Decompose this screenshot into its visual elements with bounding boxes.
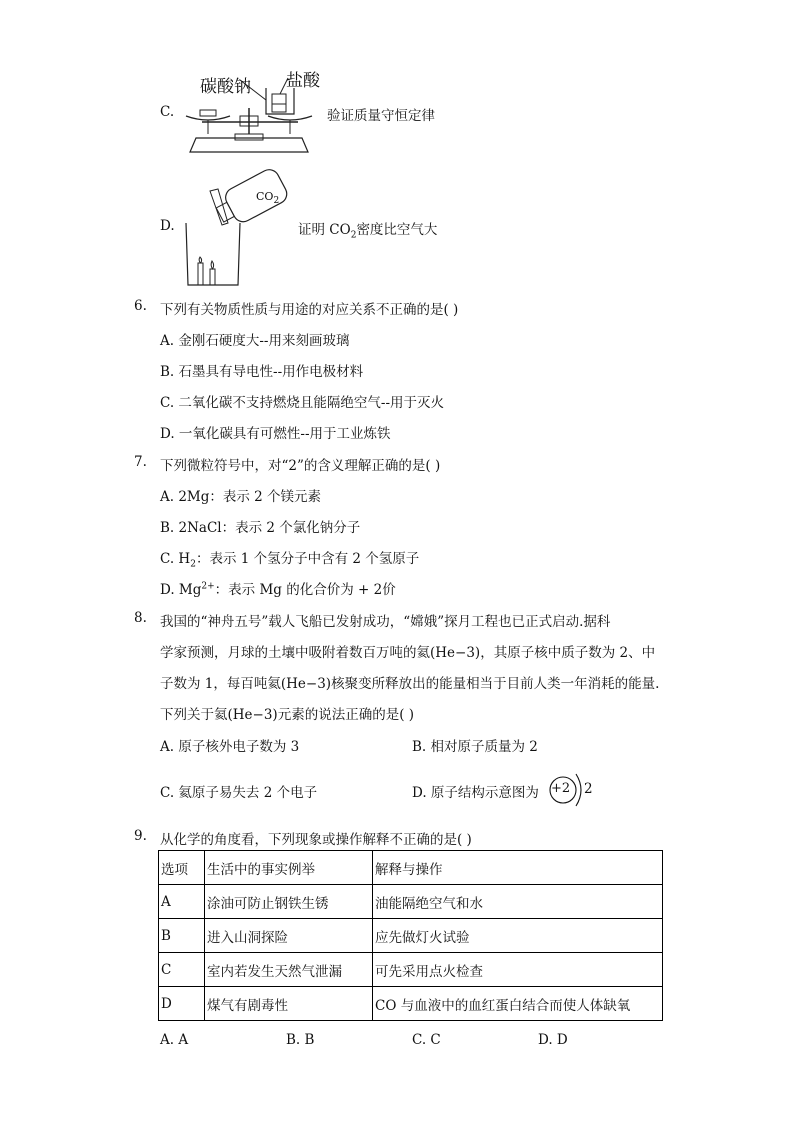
q9-stem: 从化学的角度看，下列现象或操作解释不正确的是( ) — [160, 832, 472, 848]
atom-shell-electrons: 2 — [584, 781, 593, 797]
table-row — [159, 953, 663, 987]
co2-pouring-diagram — [180, 165, 300, 287]
table-cell: C — [159, 953, 205, 987]
q8-option-c[interactable]: C. 氦原子易失去 2 个电子 — [160, 785, 318, 801]
q7-option-d[interactable]: D. $Mg^{2+}$：表示 Mg 的化合价为 + 2价 — [160, 581, 396, 598]
q8-line-2: 学家预测，月球的土壤中吸附着数百万吨的氦(He−3)，其原子核中质子数为 2、中 — [160, 645, 656, 661]
q9-answer-d[interactable]: D. D — [538, 1032, 568, 1048]
table-header-cell: 生活中的事实例举 — [205, 851, 373, 885]
option-d-letter: D. — [160, 218, 175, 234]
q9-answer-c[interactable]: C. C — [412, 1032, 441, 1048]
q6-option-b[interactable]: B. 石墨具有导电性--用作电极材料 — [160, 364, 364, 380]
q8-line-1: 我国的“神舟五号”载人飞船已发射成功，“嫦娥”探月工程也已正式启动.据科 — [160, 614, 611, 630]
q7-option-c[interactable]: C. $H_2$：表示 1 个氢分子中含有 2 个氢原子 — [160, 551, 420, 570]
table-header-row — [159, 851, 663, 885]
table-cell: 涂油可防止钢铁生锈 — [205, 885, 373, 919]
q8-option-b[interactable]: B. 相对原子质量为 2 — [412, 739, 538, 755]
table-row — [159, 885, 663, 919]
table-cell: A — [159, 885, 205, 919]
q8-option-d[interactable]: D. 原子结构示意图为 — [412, 785, 539, 801]
q7-option-a[interactable]: A. 2Mg：表示 2 个镁元素 — [160, 489, 322, 505]
q8-option-a[interactable]: A. 原子核外电子数为 3 — [160, 739, 300, 755]
option-c-letter: C. — [160, 104, 175, 120]
q6-option-c[interactable]: C. 二氧化碳不支持燃烧且能隔绝空气--用于灭火 — [160, 395, 445, 411]
q7-stem: 下列微粒符号中，对“2”的含义理解正确的是( ) — [160, 458, 441, 474]
table-row — [159, 919, 663, 953]
table-cell: 室内若发生天然气泄漏 — [205, 953, 373, 987]
q6-stem: 下列有关物质性质与用途的对应关系不正确的是( ) — [160, 302, 459, 318]
label-sodium-carbonate: 碳酸钠 — [200, 77, 251, 97]
q6-option-a[interactable]: A. 金刚石硬度大--用来刻画玻璃 — [160, 333, 350, 349]
table-cell: 可先采用点火检查 — [373, 953, 663, 987]
atom-nucleus-charge: +2 — [551, 781, 571, 796]
label-hydrochloric-acid: 盐酸 — [286, 71, 320, 91]
q8-line-3: 子数为 1，每百吨氦(He−3)核聚变所释放出的能量相当于目前人类一年消耗的能量. — [160, 676, 660, 692]
bottle-label: $CO_2$ — [256, 190, 280, 207]
table-header-cell: 解释与操作 — [373, 851, 663, 885]
table-row — [159, 987, 663, 1021]
table-header-cell: 选项 — [159, 851, 205, 885]
q9-answer-a[interactable]: A. A — [160, 1032, 189, 1048]
q9-table — [158, 850, 663, 1021]
table-cell: 进入山洞探险 — [205, 919, 373, 953]
option-c-text: 验证质量守恒定律 — [327, 108, 435, 124]
option-d-text: 证明 $CO_2$密度比空气大 — [298, 222, 438, 241]
q9-answer-b[interactable]: B. B — [286, 1032, 315, 1048]
q7-option-b[interactable]: B. 2NaCl：表示 2 个氯化钠分子 — [160, 520, 361, 536]
q8-number: 8. — [134, 610, 147, 626]
table-cell: 煤气有剧毒性 — [205, 987, 373, 1021]
table-cell: D — [159, 987, 205, 1021]
q9-number: 9. — [134, 828, 147, 844]
q8-line-4: 下列关于氦(He−3)元素的说法正确的是( ) — [160, 707, 415, 723]
table-cell: B — [159, 919, 205, 953]
q6-number: 6. — [134, 298, 147, 314]
table-cell: 油能隔绝空气和水 — [373, 885, 663, 919]
q6-option-d[interactable]: D. 一氧化碳具有可燃性--用于工业炼铁 — [160, 426, 391, 442]
table-cell: CO 与血液中的血红蛋白结合而使人体缺氧 — [373, 987, 663, 1021]
q7-number: 7. — [134, 454, 147, 470]
table-cell: 应先做灯火试验 — [373, 919, 663, 953]
